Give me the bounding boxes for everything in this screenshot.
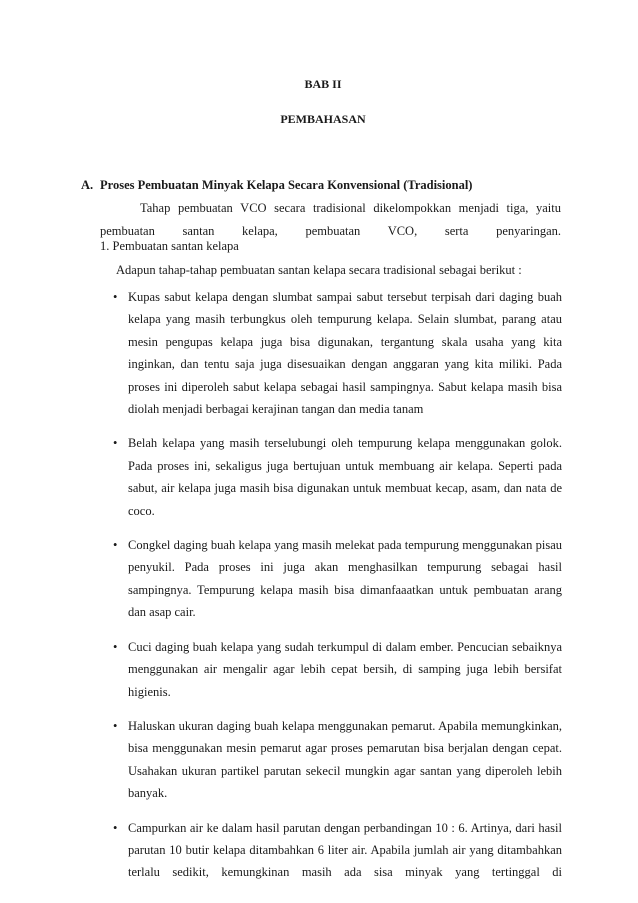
subsection-lead: Adapun tahap-tahap pembuatan santan kelapa secara tradisional sebagai berikut : — [116, 263, 522, 277]
intro-paragraph: Tahap pembuatan VCO secara tradisional dikelompokkan menjadi tiga, yaitu pembuatan santan kelapa, pembuatan VCO, serta penyaringan. — [100, 201, 561, 238]
section-heading — [81, 178, 472, 193]
bullet-icon: • — [113, 436, 118, 451]
list-item — [110, 817, 562, 884]
step-list — [110, 286, 562, 896]
bullet-icon: • — [113, 290, 118, 304]
bullet-icon: • — [113, 538, 118, 553]
bullet-icon: • — [113, 718, 118, 733]
list-item — [110, 286, 562, 420]
list-item-text: Haluskan ukuran daging buah kelapa menggunakan pemarut. Apabila memungkinkan, bisa menggunakan mesin pemarut agar proses pemarutan bisa berjalan dengan cepat. Usahakan ukuran partikel parutan sekecil mungkin agar santan yang diperoleh lebih banyak. — [128, 718, 562, 801]
list-item — [110, 715, 562, 805]
section-title: Proses Pembuatan Minyak Kelapa Secara Konvensional (Tradisional) — [100, 178, 473, 192]
list-item — [110, 432, 562, 522]
section-letter: A. — [81, 178, 94, 192]
chapter-number: BAB II — [304, 77, 342, 91]
list-item — [110, 534, 562, 624]
bullet-icon: • — [113, 639, 118, 654]
list-item — [110, 636, 562, 703]
chapter-title: PEMBAHASAN — [280, 112, 366, 126]
list-item-text: Campurkan air ke dalam hasil parutan dengan perbandingan 10 : 6. Artinya, dari hasil parutan 10 butir kelapa ditambahkan 6 liter air. Apabila jumlah air yang ditambahkan terlalu sedikit, kemungkinan masih ada sisa minyak yang tertinggal di — [128, 820, 562, 880]
list-item-text: Cuci daging buah kelapa yang sudah terkumpul di dalam ember. Pencucian sebaiknya menggunakan air mengalir agar lebih cepat bersih, di samping juga lebih bersifat higienis. — [128, 639, 562, 699]
list-item-text: Kupas sabut kelapa dengan slumbat sampai sabut tersebut terpisah dari daging buah kelapa yang masih terbungkus oleh tempurung kelapa. Selain slumbat, parang atau mesin pengupas kelapa juga bisa digunakan, tergantung skala usaha yang kita inginkan, dan tentu saja juga disesuaikan dengan anggaran yang kita miliki. Pada proses ini diperoleh sabut kelapa sebagai hasil sampingnya. Sabut kelapa masih bisa diolah menjadi berbagai kerajinan tangan dan media tanam — [128, 290, 562, 417]
subsection-title: 1. Pembuatan santan kelapa — [100, 239, 239, 253]
bullet-icon: • — [113, 820, 118, 835]
list-item-text: Belah kelapa yang masih terselubungi oleh tempurung kelapa menggunakan golok. Pada proses ini, sekaligus juga bertujuan untuk membuang air kelapa. Seperti pada sabut, air kelapa juga masih bisa digunakan untuk membuat kecap, asam, dan nata de coco. — [128, 436, 562, 518]
list-item-text: Congkel daging buah kelapa yang masih melekat pada tempurung menggunakan pisau penyukil. Pada proses ini juga akan menghasilkan tempurung sebagai hasil sampingnya. Tempurung kelapa masih bisa dimanfaaatkan untuk pembuatan arang dan asap cair. — [128, 538, 562, 620]
